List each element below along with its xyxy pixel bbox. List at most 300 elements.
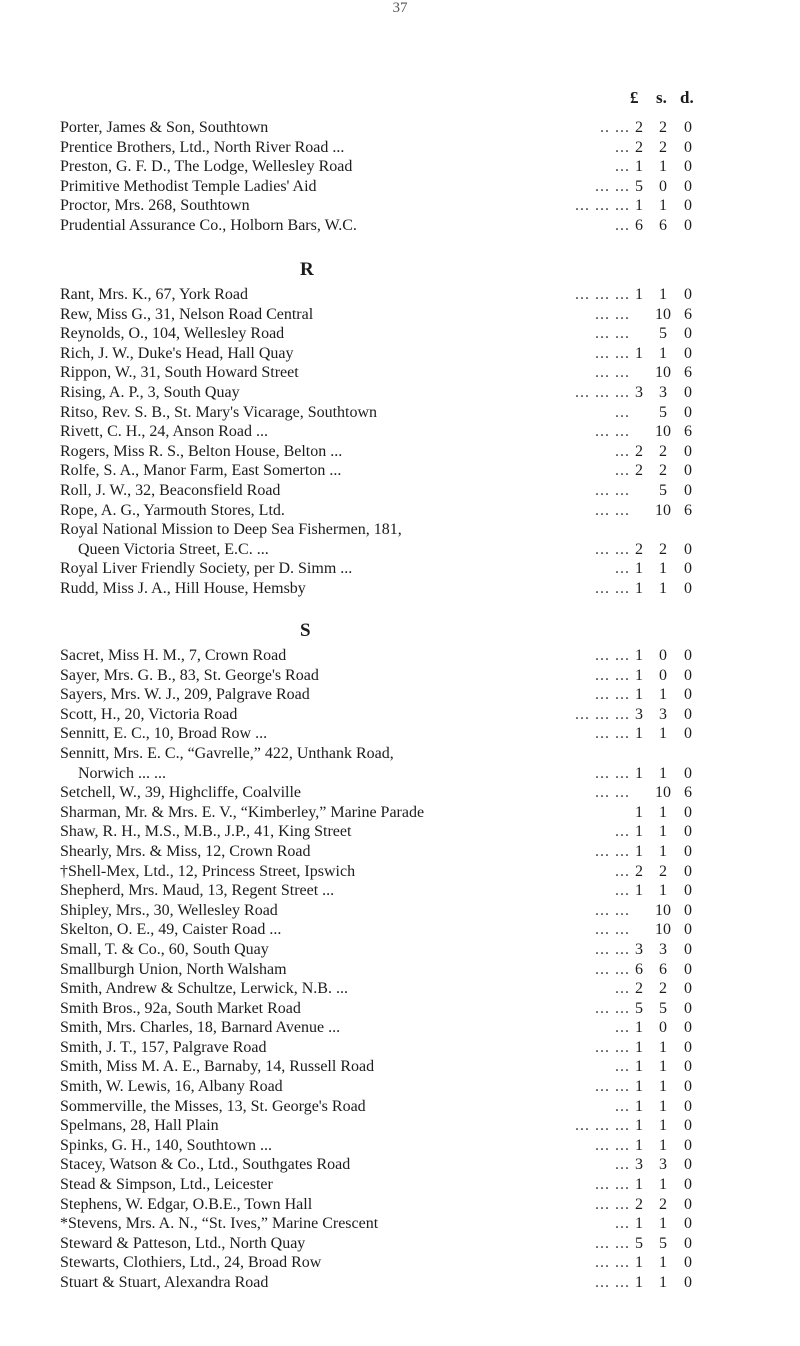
leader-dots: ... [615, 138, 630, 156]
amount-pounds: 1 [635, 1058, 643, 1076]
section-p [60, 118, 780, 236]
leader-dots: ... ... ... [575, 705, 630, 723]
amount-pence: 0 [684, 1176, 692, 1194]
subscriber-row [60, 157, 780, 177]
leader-dots: ... ... [595, 481, 630, 499]
leader-dots: ... ... [595, 423, 630, 441]
amount-pence: 0 [684, 1038, 692, 1056]
subscriber-name: Rew, Miss G., 31, Nelson Road Central [60, 305, 314, 323]
amount-shillings: 2 [659, 980, 667, 998]
amount-shillings: 1 [659, 579, 667, 597]
leader-dots: ... ... [595, 784, 630, 802]
amount-pence: 0 [684, 560, 692, 578]
amount-pence: 0 [684, 1058, 692, 1076]
leader-dots: ... ... [595, 940, 630, 958]
subscriber-row [60, 685, 780, 705]
subscriber-row [60, 783, 780, 803]
amount-pence: 0 [684, 177, 692, 195]
subscriber-name: Scott, H., 20, Victoria Road [60, 705, 238, 723]
subscriber-name: Rippon, W., 31, South Howard Street [60, 364, 299, 382]
subscriber-row [60, 481, 780, 501]
amount-shillings: 6 [659, 216, 667, 234]
leader-dots: ... [615, 442, 630, 460]
amount-pounds: 2 [635, 540, 643, 558]
amount-shillings: 10 [655, 305, 671, 323]
subscriber-row [60, 422, 780, 442]
amount-shillings: 5 [659, 1234, 667, 1252]
amount-pounds: 1 [635, 1038, 643, 1056]
leader-dots: ... [615, 980, 630, 998]
subscriber-name: Preston, G. F. D., The Lodge, Wellesley Road [60, 158, 353, 176]
amount-pounds: 2 [635, 442, 643, 460]
amount-pounds: 1 [635, 1215, 643, 1233]
subscriber-row [60, 1097, 780, 1117]
amount-pounds: 2 [635, 1195, 643, 1213]
subscriber-row [60, 822, 780, 842]
amount-pence: 0 [684, 138, 692, 156]
leader-dots: ... ... ... [575, 286, 630, 303]
subscriber-row [60, 520, 780, 540]
subscriber-name: Primitive Methodist Temple Ladies' Aid [60, 177, 317, 195]
subscriber-name: Sayer, Mrs. G. B., 83, St. George's Road [60, 666, 319, 684]
subscriber-name: Shepherd, Mrs. Maud, 13, Regent Street ... [60, 882, 335, 900]
subscriber-name: Ritso, Rev. S. B., St. Mary's Vicarage, Southtown [60, 403, 378, 421]
amount-shillings: 1 [659, 1097, 667, 1115]
leader-dots: ... ... [595, 647, 630, 664]
amount-pence: 6 [684, 305, 692, 323]
leader-dots: ... ... [595, 1136, 630, 1154]
amount-pence: 6 [684, 364, 692, 382]
leader-dots: ... ... [595, 921, 630, 939]
leader-dots: ... [615, 1097, 630, 1115]
amount-pounds: 3 [635, 1156, 643, 1174]
subscriber-name: Stead & Simpson, Ltd., Leicester [60, 1176, 273, 1194]
subscriber-name: Spinks, G. H., 140, Southtown ... [60, 1136, 273, 1154]
amount-shillings: 3 [659, 705, 667, 723]
shillings-column-header: s. [656, 88, 667, 107]
amount-shillings: 0 [659, 177, 667, 195]
leader-dots: ... ... [595, 725, 630, 743]
subscriber-name: Queen Victoria Street, E.C. ... [78, 540, 269, 558]
subscriber-name: Smith, J. T., 157, Palgrave Road [60, 1038, 267, 1056]
amount-shillings: 1 [659, 1117, 667, 1135]
amount-pounds: 2 [635, 462, 643, 480]
subscriber-name: Porter, James & Son, Southtown [60, 119, 269, 136]
amount-shillings: 1 [659, 1254, 667, 1272]
leader-dots: ... ... [595, 325, 630, 343]
amount-pounds: 1 [635, 686, 643, 704]
amount-pence: 0 [684, 862, 692, 880]
amount-pence: 0 [684, 764, 692, 782]
amount-pence: 0 [684, 921, 692, 939]
subscriber-row [60, 363, 780, 383]
amount-pounds: 1 [635, 803, 643, 821]
amount-pence: 0 [684, 1078, 692, 1096]
section-r: R Rant, Mrs. K., 67, York Road ... ... ... 1 1 0 Rew, Miss G., 31, Nelson Road Central ... ... 10 6 Reynolds, O., 104, Wellesley Road ... ... 5 0 Rich, J. W., Duke's Head, Hall Quay ... ... 1 1 0 Rippon, W., 31, South Howard Street ... ... 10 6 Rising, A. P., 3, South Quay ... ... ... 3 3 0 Ritso, Rev. S. B., St. Mary's Vicarage, Southtown ... 5 0 Rivett, C. H., 24, Anson Road ... ... ... 10 6 Rogers, Miss R. S., Belton House, Belton ... ... 2 2 0 Rolfe, S. A., Manor Farm, East Somerton ... ... 2 2 0 Roll, J. W., 32, Beaconsfield Road ... ... 5 0 Rope, A. G., Yarmouth Stores, Ltd. ... ... 10 6 Royal National Mission to Deep Sea Fishermen, 181, Queen Victoria Street, E.C. ... ... ... 2 2 0 Royal Liver Friendly Society, per D. Simm ... ... 1 1 0 Rudd, Miss J. A., Hill House, Hemsby ... ... 1 1 0 [60, 255, 780, 599]
subscriber-row [60, 646, 780, 666]
subscriber-name: Smith, Mrs. Charles, 18, Barnard Avenue ... [60, 1019, 341, 1037]
leader-dots: ... ... [595, 540, 630, 558]
leader-dots: ... [615, 862, 630, 880]
subscriber-row [60, 940, 780, 960]
subscriber-name: *Stevens, Mrs. A. N., “St. Ives,” Marine Crescent [60, 1215, 379, 1233]
subscriber-name: Prentice Brothers, Ltd., North River Road ... [60, 138, 345, 156]
leader-dots: ... ... [595, 1234, 630, 1252]
amount-pounds: 1 [635, 1254, 643, 1272]
leader-dots: ... ... [595, 1254, 630, 1272]
subscriber-row [60, 705, 780, 725]
subscriber-row [60, 1136, 780, 1156]
subscriber-row [60, 138, 780, 158]
leader-dots: ... ... [595, 579, 630, 597]
subscriber-name: Skelton, O. E., 49, Caister Road ... [60, 921, 282, 939]
amount-pence: 0 [684, 1097, 692, 1115]
subscriber-row [60, 901, 780, 921]
subscriber-row [60, 1155, 780, 1175]
subscriber-row [60, 1273, 780, 1293]
amount-pence: 0 [684, 842, 692, 860]
subscriber-row [60, 579, 780, 599]
amount-pence: 0 [684, 1136, 692, 1154]
leader-dots: .. ... [600, 119, 630, 136]
leader-dots: ... [615, 216, 630, 234]
leader-dots: ... ... [595, 364, 630, 382]
leader-dots: ... [615, 560, 630, 578]
amount-pounds: 6 [635, 216, 643, 234]
leader-dots: ... ... ... [575, 1117, 630, 1135]
amount-pounds: 1 [635, 1078, 643, 1096]
amount-shillings: 1 [659, 823, 667, 841]
subscriber-row [60, 666, 780, 686]
amount-pence: 0 [684, 344, 692, 362]
subscriber-name: Shipley, Mrs., 30, Wellesley Road [60, 901, 278, 919]
leader-dots: ... [615, 1058, 630, 1076]
subscriber-name: Sommerville, the Misses, 13, St. George's Road [60, 1097, 366, 1115]
leader-dots: ... ... [595, 501, 630, 519]
amount-pence: 0 [684, 940, 692, 958]
subscriber-name: Spelmans, 28, Hall Plain [60, 1117, 219, 1135]
pence-column-header: d. [680, 88, 694, 107]
amount-pounds: 1 [635, 882, 643, 900]
amount-pounds: 2 [635, 138, 643, 156]
amount-shillings: 1 [659, 1136, 667, 1154]
amount-shillings: 1 [659, 686, 667, 704]
leader-dots: ... ... ... [575, 197, 630, 215]
subscriber-row [60, 724, 780, 744]
leader-dots: ... [615, 1215, 630, 1233]
pounds-column-header: £ [630, 88, 639, 107]
subscriber-row [60, 285, 780, 305]
page-number: 37 [392, 0, 408, 16]
amount-pence: 6 [684, 784, 692, 802]
subscriber-name: Setchell, W., 39, Highcliffe, Coalville [60, 784, 301, 802]
amount-pence: 0 [684, 1234, 692, 1252]
leader-dots: ... ... [595, 764, 630, 782]
amount-pounds: 5 [635, 999, 643, 1017]
subscriber-row [60, 403, 780, 423]
amount-shillings: 10 [655, 501, 671, 519]
subscriber-name: Royal Liver Friendly Society, per D. Simm ... [60, 560, 353, 578]
leader-dots: ... [615, 823, 630, 841]
leader-dots: ... ... [595, 177, 630, 195]
subscriber-row [60, 979, 780, 999]
amount-pounds: 1 [635, 197, 643, 215]
amount-pounds: 1 [635, 158, 643, 176]
amount-pounds: 3 [635, 705, 643, 723]
amount-shillings: 2 [659, 1195, 667, 1213]
amount-pence: 0 [684, 579, 692, 597]
subscriber-name: Rich, J. W., Duke's Head, Hall Quay [60, 344, 294, 362]
amount-shillings: 6 [659, 960, 667, 978]
amount-pence: 0 [684, 882, 692, 900]
amount-pounds: 3 [635, 940, 643, 958]
amount-pence: 0 [684, 1254, 692, 1272]
amount-shillings: 1 [659, 1215, 667, 1233]
subscriber-name: Smallburgh Union, North Walsham [60, 960, 287, 978]
amount-shillings: 0 [659, 647, 667, 664]
amount-pence: 0 [684, 1117, 692, 1135]
amount-shillings: 10 [655, 364, 671, 382]
leader-dots: ... ... [595, 666, 630, 684]
subscriber-row [60, 305, 780, 325]
subscriber-row [60, 744, 780, 764]
leader-dots: ... ... [595, 686, 630, 704]
amount-pounds: 2 [635, 862, 643, 880]
amount-pence: 0 [684, 980, 692, 998]
subscriber-name: Rudd, Miss J. A., Hill House, Hemsby [60, 579, 306, 597]
subscriber-row [60, 999, 780, 1019]
amount-pence: 0 [684, 1274, 692, 1291]
subscriber-name: Stewarts, Clothiers, Ltd., 24, Broad Row [60, 1254, 322, 1272]
amount-pounds: 1 [635, 764, 643, 782]
amount-shillings: 10 [655, 784, 671, 802]
amount-shillings: 1 [659, 286, 667, 303]
leader-dots: ... [615, 158, 630, 176]
amount-pounds: 1 [635, 725, 643, 743]
amount-shillings: 1 [659, 1058, 667, 1076]
subscriber-row [60, 960, 780, 980]
subscriber-name: Prudential Assurance Co., Holborn Bars, W.C. [60, 216, 357, 234]
amount-shillings: 1 [659, 560, 667, 578]
amount-pounds: 1 [635, 1136, 643, 1154]
subscriber-row [60, 1116, 780, 1136]
amount-shillings: 5 [659, 325, 667, 343]
amount-pence: 0 [684, 725, 692, 743]
amount-pence: 0 [684, 666, 692, 684]
leader-dots: ... ... [595, 901, 630, 919]
leader-dots: ... ... [595, 1274, 630, 1291]
amount-pence: 0 [684, 197, 692, 215]
leader-dots: ... ... [595, 1176, 630, 1194]
amount-pounds: 1 [635, 1117, 643, 1135]
leader-dots: ... [615, 403, 630, 421]
subscriber-row [60, 1175, 780, 1195]
amount-shillings: 10 [655, 901, 671, 919]
amount-shillings: 2 [659, 442, 667, 460]
subscriber-name: Norwich ... ... [78, 764, 166, 782]
leader-dots: ... ... [595, 842, 630, 860]
amount-shillings: 1 [659, 882, 667, 900]
amount-shillings: 1 [659, 764, 667, 782]
subscriber-row [60, 1057, 780, 1077]
amount-shillings: 0 [659, 666, 667, 684]
amount-pence: 0 [684, 481, 692, 499]
amount-pounds: 1 [635, 1274, 643, 1291]
amount-pence: 0 [684, 1215, 692, 1233]
subscriber-row [60, 803, 780, 823]
amount-pence: 0 [684, 462, 692, 480]
amount-pence: 0 [684, 286, 692, 303]
amount-pence: 0 [684, 1156, 692, 1174]
leader-dots: ... ... [595, 1078, 630, 1096]
amount-pence: 0 [684, 540, 692, 558]
amount-pence: 6 [684, 501, 692, 519]
subscriber-row [60, 461, 780, 481]
amount-pence: 0 [684, 403, 692, 421]
amount-pounds: 1 [635, 1097, 643, 1115]
amount-pounds: 1 [635, 1019, 643, 1037]
amount-pounds: 1 [635, 1176, 643, 1194]
section-s: S Sacret, Miss H. M., 7, Crown Road ... ... 1 0 0 Sayer, Mrs. G. B., 83, St. George's Road ... ... 1 0 0 Sayers, Mrs. W. J., 209, Palgrave Road ... ... 1 1 0 Scott, H., 20, Victoria Road ... ... ... 3 3 0 Sennitt, E. C., 10, Broad Row ... ... ... 1 1 0 Sennitt, Mrs. E. C., “Gavrelle,” 422, Unthank Road, Norwich ... ... ... ... 1 1 0 Setchell, W., 39, Highcliffe, Coalville ... ... 10 6 Sharman, Mr. & Mrs. E. V., “Kimberley,” Marine Parade 1 1 0 Shaw, R. H., M.S., M.B., J.P., 41, King Street ... 1 1 0 Shearly, Mrs. & Miss, 12, Crown Road ... ... 1 1 0 †Shell-Mex, Ltd., 12, Princess Street, Ipswich ... 2 2 0 Shepherd, Mrs. Maud, 13, Regent Street ... ... 1 1 0 Shipley, Mrs., 30, Wellesley Road ... ... 10 0 Skelton, O. E., 49, Caister Road ... ... ... 10 0 Small, T. & Co., 60, South Quay ... ... 3 3 0 Smallburgh Union, North Walsham ... ... 6 6 0 Smith, Andrew & Schultze, Lerwick, N.B. ... ... 2 2 0 Smith Bros., 92a, South Market Road ... ... 5 5 0 Smith, Mrs. Charles, 18, Barnard Avenue ... ... 1 0 0 Smith, J. T., 157, Palgrave Road ... ... 1 1 0 Smith, Miss M. A. E., Barnaby, 14, Russell Road ... 1 1 0 Smith, W. Lewis, 16, Albany Road ... ... 1 1 0 Sommerville, the Misses, 13, St. George's Road ... 1 1 0 Spelmans, 28, Hall Plain ... ... ... 1 1 0 Spinks, G. H., 140, Southtown ... ... ... 1 1 0 Stacey, Watson & Co., Ltd., Southgates Road ... 3 3 0 Stead & Simpson, Ltd., Leicester ... ... 1 1 0 Stephens, W. Edgar, O.B.E., Town Hall ... ... 2 2 0 *Stevens, Mrs. A. N., “St. Ives,” Marine Crescent ... 1 1 0 Steward & Patteson, Ltd., North Quay ... ... 5 5 0 Stewarts, Clothiers, Ltd., 24, Broad Row ... ... 1 1 0 Stuart & Stuart, Alexandra Road ... ... 1 1 0 [60, 616, 780, 1293]
subscriber-row [60, 842, 780, 862]
amount-pence: 6 [684, 423, 692, 441]
subscriber-row [60, 881, 780, 901]
subscriber-name: Sharman, Mr. & Mrs. E. V., “Kimberley,” Marine Parade [60, 803, 425, 821]
amount-pence: 0 [684, 901, 692, 919]
amount-pence: 0 [684, 158, 692, 176]
subscriber-row [60, 196, 780, 216]
subscriber-name: Rant, Mrs. K., 67, York Road [60, 286, 249, 303]
subscriber-row [60, 862, 780, 882]
leader-dots: ... ... [595, 1038, 630, 1056]
amount-pence: 0 [684, 119, 692, 136]
amount-pounds: 1 [635, 560, 643, 578]
subscriber-name: Smith, W. Lewis, 16, Albany Road [60, 1078, 283, 1096]
amount-pence: 0 [684, 686, 692, 704]
amount-shillings: 3 [659, 940, 667, 958]
subscriber-name: Smith, Miss M. A. E., Barnaby, 14, Russell Road [60, 1058, 375, 1076]
subscriber-name: Rope, A. G., Yarmouth Stores, Ltd. [60, 501, 285, 519]
subscriber-row [60, 324, 780, 344]
amount-pence: 0 [684, 442, 692, 460]
amount-shillings: 2 [659, 862, 667, 880]
leader-dots: ... ... [595, 305, 630, 323]
amount-pounds: 1 [635, 842, 643, 860]
subscriber-row [60, 559, 780, 579]
amount-shillings: 1 [659, 1274, 667, 1291]
leader-dots: ... ... [595, 344, 630, 362]
amount-shillings: 5 [659, 403, 667, 421]
amount-shillings: 10 [655, 423, 671, 441]
amount-shillings: 1 [659, 344, 667, 362]
subscriber-row [60, 920, 780, 940]
amount-shillings: 1 [659, 725, 667, 743]
subscriber-row [60, 501, 780, 521]
subscriber-row [60, 344, 780, 364]
subscriber-row [60, 216, 780, 236]
subscriber-row [60, 1195, 780, 1215]
amount-shillings: 3 [659, 1156, 667, 1174]
subscriber-name: Rolfe, S. A., Manor Farm, East Somerton ... [60, 462, 342, 480]
amount-pence: 0 [684, 647, 692, 664]
subscriber-name: Stacey, Watson & Co., Ltd., Southgates Road [60, 1156, 351, 1174]
subscriber-row [60, 1253, 780, 1273]
amount-shillings: 1 [659, 1078, 667, 1096]
subscriber-name: Reynolds, O., 104, Wellesley Road [60, 325, 285, 343]
amount-pence: 0 [684, 1195, 692, 1213]
leader-dots: ... ... [595, 999, 630, 1017]
amount-shillings: 3 [659, 383, 667, 401]
subscriber-row [60, 1234, 780, 1254]
amount-pence: 0 [684, 216, 692, 234]
subscriber-row [60, 1038, 780, 1058]
amount-pounds: 2 [635, 980, 643, 998]
amount-pounds: 6 [635, 960, 643, 978]
amount-pence: 0 [684, 383, 692, 401]
subscriber-name: Sennitt, E. C., 10, Broad Row ... [60, 725, 268, 743]
leader-dots: ... [615, 1156, 630, 1174]
amount-shillings: 0 [659, 1019, 667, 1037]
subscriber-row [60, 1018, 780, 1038]
amount-shillings: 1 [659, 1038, 667, 1056]
subscriber-name: Stuart & Stuart, Alexandra Road [60, 1274, 269, 1291]
subscriber-row [60, 764, 780, 784]
subscriber-row [60, 118, 780, 138]
subscriber-name: Royal National Mission to Deep Sea Fishermen, 181, [60, 521, 402, 539]
amount-pence: 0 [684, 1019, 692, 1037]
subscriber-name: Sacret, Miss H. M., 7, Crown Road [60, 647, 287, 664]
subscriber-name: Smith Bros., 92a, South Market Road [60, 999, 301, 1017]
amount-shillings: 5 [659, 999, 667, 1017]
amount-pounds: 1 [635, 286, 643, 303]
subscriber-name: Roll, J. W., 32, Beaconsfield Road [60, 481, 281, 499]
leader-dots: ... ... ... [575, 383, 630, 401]
amount-shillings: 1 [659, 197, 667, 215]
amount-shillings: 1 [659, 158, 667, 176]
subscriber-name: Small, T. & Co., 60, South Quay [60, 940, 269, 958]
subscriber-row [60, 1214, 780, 1234]
subscriber-name: Shaw, R. H., M.S., M.B., J.P., 41, King Street [60, 823, 352, 841]
amount-pounds: 2 [635, 119, 643, 136]
subscriber-row [60, 177, 780, 197]
leader-dots: ... [615, 462, 630, 480]
amount-shillings: 5 [659, 481, 667, 499]
amount-shillings: 2 [659, 540, 667, 558]
amount-pounds: 1 [635, 579, 643, 597]
amount-pence: 0 [684, 705, 692, 723]
amount-pounds: 1 [635, 823, 643, 841]
amount-pence: 0 [684, 823, 692, 841]
subscriber-name: Sayers, Mrs. W. J., 209, Palgrave Road [60, 686, 310, 704]
subscriber-name: Stephens, W. Edgar, O.B.E., Town Hall [60, 1195, 313, 1213]
subscriber-name: †Shell-Mex, Ltd., 12, Princess Street, Ipswich [60, 862, 356, 880]
subscriber-name: Rivett, C. H., 24, Anson Road ... [60, 423, 269, 441]
amount-shillings: 2 [659, 462, 667, 480]
amount-shillings: 1 [659, 842, 667, 860]
amount-pounds: 1 [635, 344, 643, 362]
amount-pounds: 1 [635, 666, 643, 684]
amount-shillings: 10 [655, 921, 671, 939]
subscriber-name: Smith, Andrew & Schultze, Lerwick, N.B. ... [60, 980, 348, 998]
subscriber-name: Proctor, Mrs. 268, Southtown [60, 197, 250, 215]
subscriber-name: Rogers, Miss R. S., Belton House, Belton ... [60, 442, 343, 460]
amount-pounds: 3 [635, 383, 643, 401]
amount-pence: 0 [684, 960, 692, 978]
subscriber-name: Shearly, Mrs. & Miss, 12, Crown Road [60, 842, 311, 860]
amount-shillings: 2 [659, 119, 667, 136]
subscriber-row [60, 1077, 780, 1097]
amount-pence: 0 [684, 803, 692, 821]
